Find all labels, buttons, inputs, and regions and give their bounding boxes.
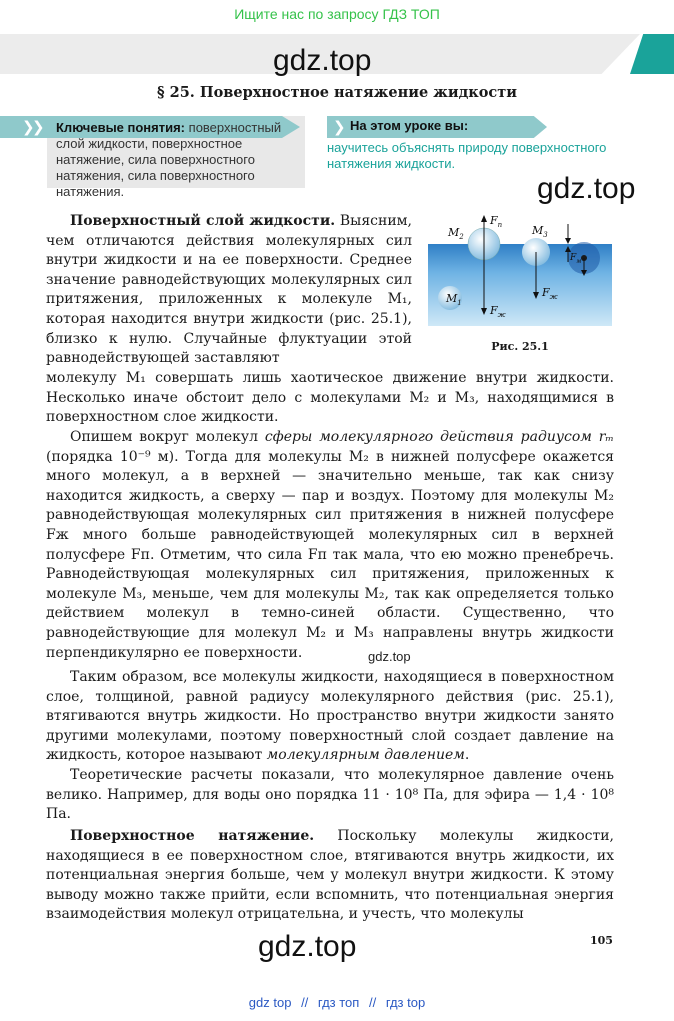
paragraph-3 [46, 668, 614, 766]
paragraph-2-italic: сферы молекулярного действия радиусом rₘ [264, 429, 614, 445]
paragraph-5 [46, 827, 614, 925]
paragraph-3-text: Таким образом, все молекулы жидкости, находящиеся в поверхностном слое, толщиной, равной радиусу молекулярного действия (рис. 25.1), втягиваются внутрь жидкости. Но пространство внутри жидкости занято другими молекулами, поэтому поверхностный слой создает давление на жидкость, которое называют [46, 669, 614, 764]
footer-separator: // [301, 995, 309, 1010]
label-fm: $F_м$ [570, 253, 582, 265]
lesson-text: научитесь объяснять природу поверхностного натяжения жидкости. [327, 140, 607, 171]
label-m2: $M_2$ [448, 226, 464, 241]
footer-link-gdz-top-mixed[interactable]: гдз top [385, 995, 426, 1010]
top-search-banner: Ищите нас по запросу ГДЗ ТОП [234, 6, 440, 22]
paragraph-2-text: (порядка 10⁻⁹ м). Тогда для молекулы M₂ в нижней полусфере окажется много молекул, а в верхней — значительно меньше, так как снизу находится жидкость, а сверху — пар и воздух. Поэтому для молекулы M₂ равнодействующая молекулярных сил притяжения в нижней полусфере Fж много больше равнодействующей молекулярных сил в верхней полусфере Fп. Отметим, что сила Fп так мала, что ею можно пренебречь. Равнодействующая молекулярных сил притяжения, приложенных к молекуле M₃, меньше, чем для молекулы M₂, так как определяется только действием молекул в темно-синей области. Существенно, что равнодействующие для молекул M₂ и M₃ направлены внутрь жидкости перпендикулярно ее поверхности. [46, 448, 614, 661]
figure-caption: Рис. 25.1 [491, 340, 549, 353]
watermark-small: gdz.top [368, 649, 411, 664]
chevron-right-icon: ❯ [333, 118, 346, 136]
paragraph-4-text: Теоретические расчеты показали, что молекулярное давление очень велико. Например, для воды оно порядка 11 · 10⁸ Па, для эфира — 1,4 · 10⁸ Па. [46, 767, 614, 823]
label-m3: $M_3$ [532, 224, 548, 239]
heading-surface-tension: Поверхностное натяжение. [70, 828, 315, 844]
label-fzh-m3: $F_ж$ [542, 286, 558, 301]
paragraph-1 [46, 212, 412, 369]
label-fzh: $F_ж$ [490, 304, 506, 319]
watermark: gdz.top [537, 172, 636, 205]
header-band-accent [630, 34, 674, 74]
footer-links [0, 995, 674, 1010]
footer-link-gdz-top[interactable]: gdz top [248, 995, 292, 1010]
label-fp: $F_п$ [490, 214, 503, 229]
paragraph-5-text: Поскольку молекулы жидкости, находящиеся в ее поверхностном слое, втягиваются внутрь жидкости, их потенциальная энергия больше, чем у молекул внутри жидкости. К этому выводу можно также прийти, если вспомнить, что потенциальная энергия взаимодействия молекул отрицательна, и учесть, что молекулы [46, 828, 614, 923]
paragraph-1-continued: молекулу M₁ совершать лишь хаотическое движение внутри жидкости. Несколько иначе обстоит дело с молекулами M₂ и M₃, находящимися в поверхностном слое жидкости. [46, 370, 614, 426]
label-m1: $M_1$ [446, 292, 462, 307]
key-concepts-body: поверхностный слой жидкости, поверхностное натяжение, сила поверхностного натяжения, сила поверхностного натяжения. [56, 120, 282, 199]
page-number: 105 [590, 934, 613, 947]
key-concepts-text [56, 120, 302, 200]
paragraph-2 [46, 428, 614, 663]
lesson-heading: На этом уроке вы: [350, 118, 469, 133]
watermark: gdz.top [273, 44, 372, 77]
paragraph-4 [46, 766, 614, 825]
footer-separator: // [368, 995, 377, 1010]
chevron-right-icon: ❯ [22, 118, 35, 136]
paragraph-2-start: Опишем вокруг молекул [70, 429, 265, 445]
paragraph-3-italic: молекулярным давлением [266, 747, 465, 764]
key-concepts-label: Ключевые понятия: [56, 120, 186, 135]
section-title: § 25. Поверхностное натяжение жидкости [157, 84, 517, 101]
paragraph-1-text: Выясним, чем отличаются действия молекулярных сил внутри жидкости и на ее поверхности. Среднее значение равнодействующих молекулярных сил притяжения, приложенных к молекуле M₁, которая находится внутри жидкости (рис. 25.1), близко к нулю. Случайные флуктуации этой равнодействующей заставляют [46, 213, 412, 367]
chevron-right-icon: ❯ [32, 118, 45, 136]
footer-link-gdz-top-ru[interactable]: гдз топ [317, 995, 360, 1010]
heading-surface-layer: Поверхностный слой жидкости. [70, 213, 336, 229]
figure-25-1 [428, 210, 612, 326]
watermark: gdz.top [258, 930, 357, 963]
paragraph-3-end: . [464, 747, 470, 764]
